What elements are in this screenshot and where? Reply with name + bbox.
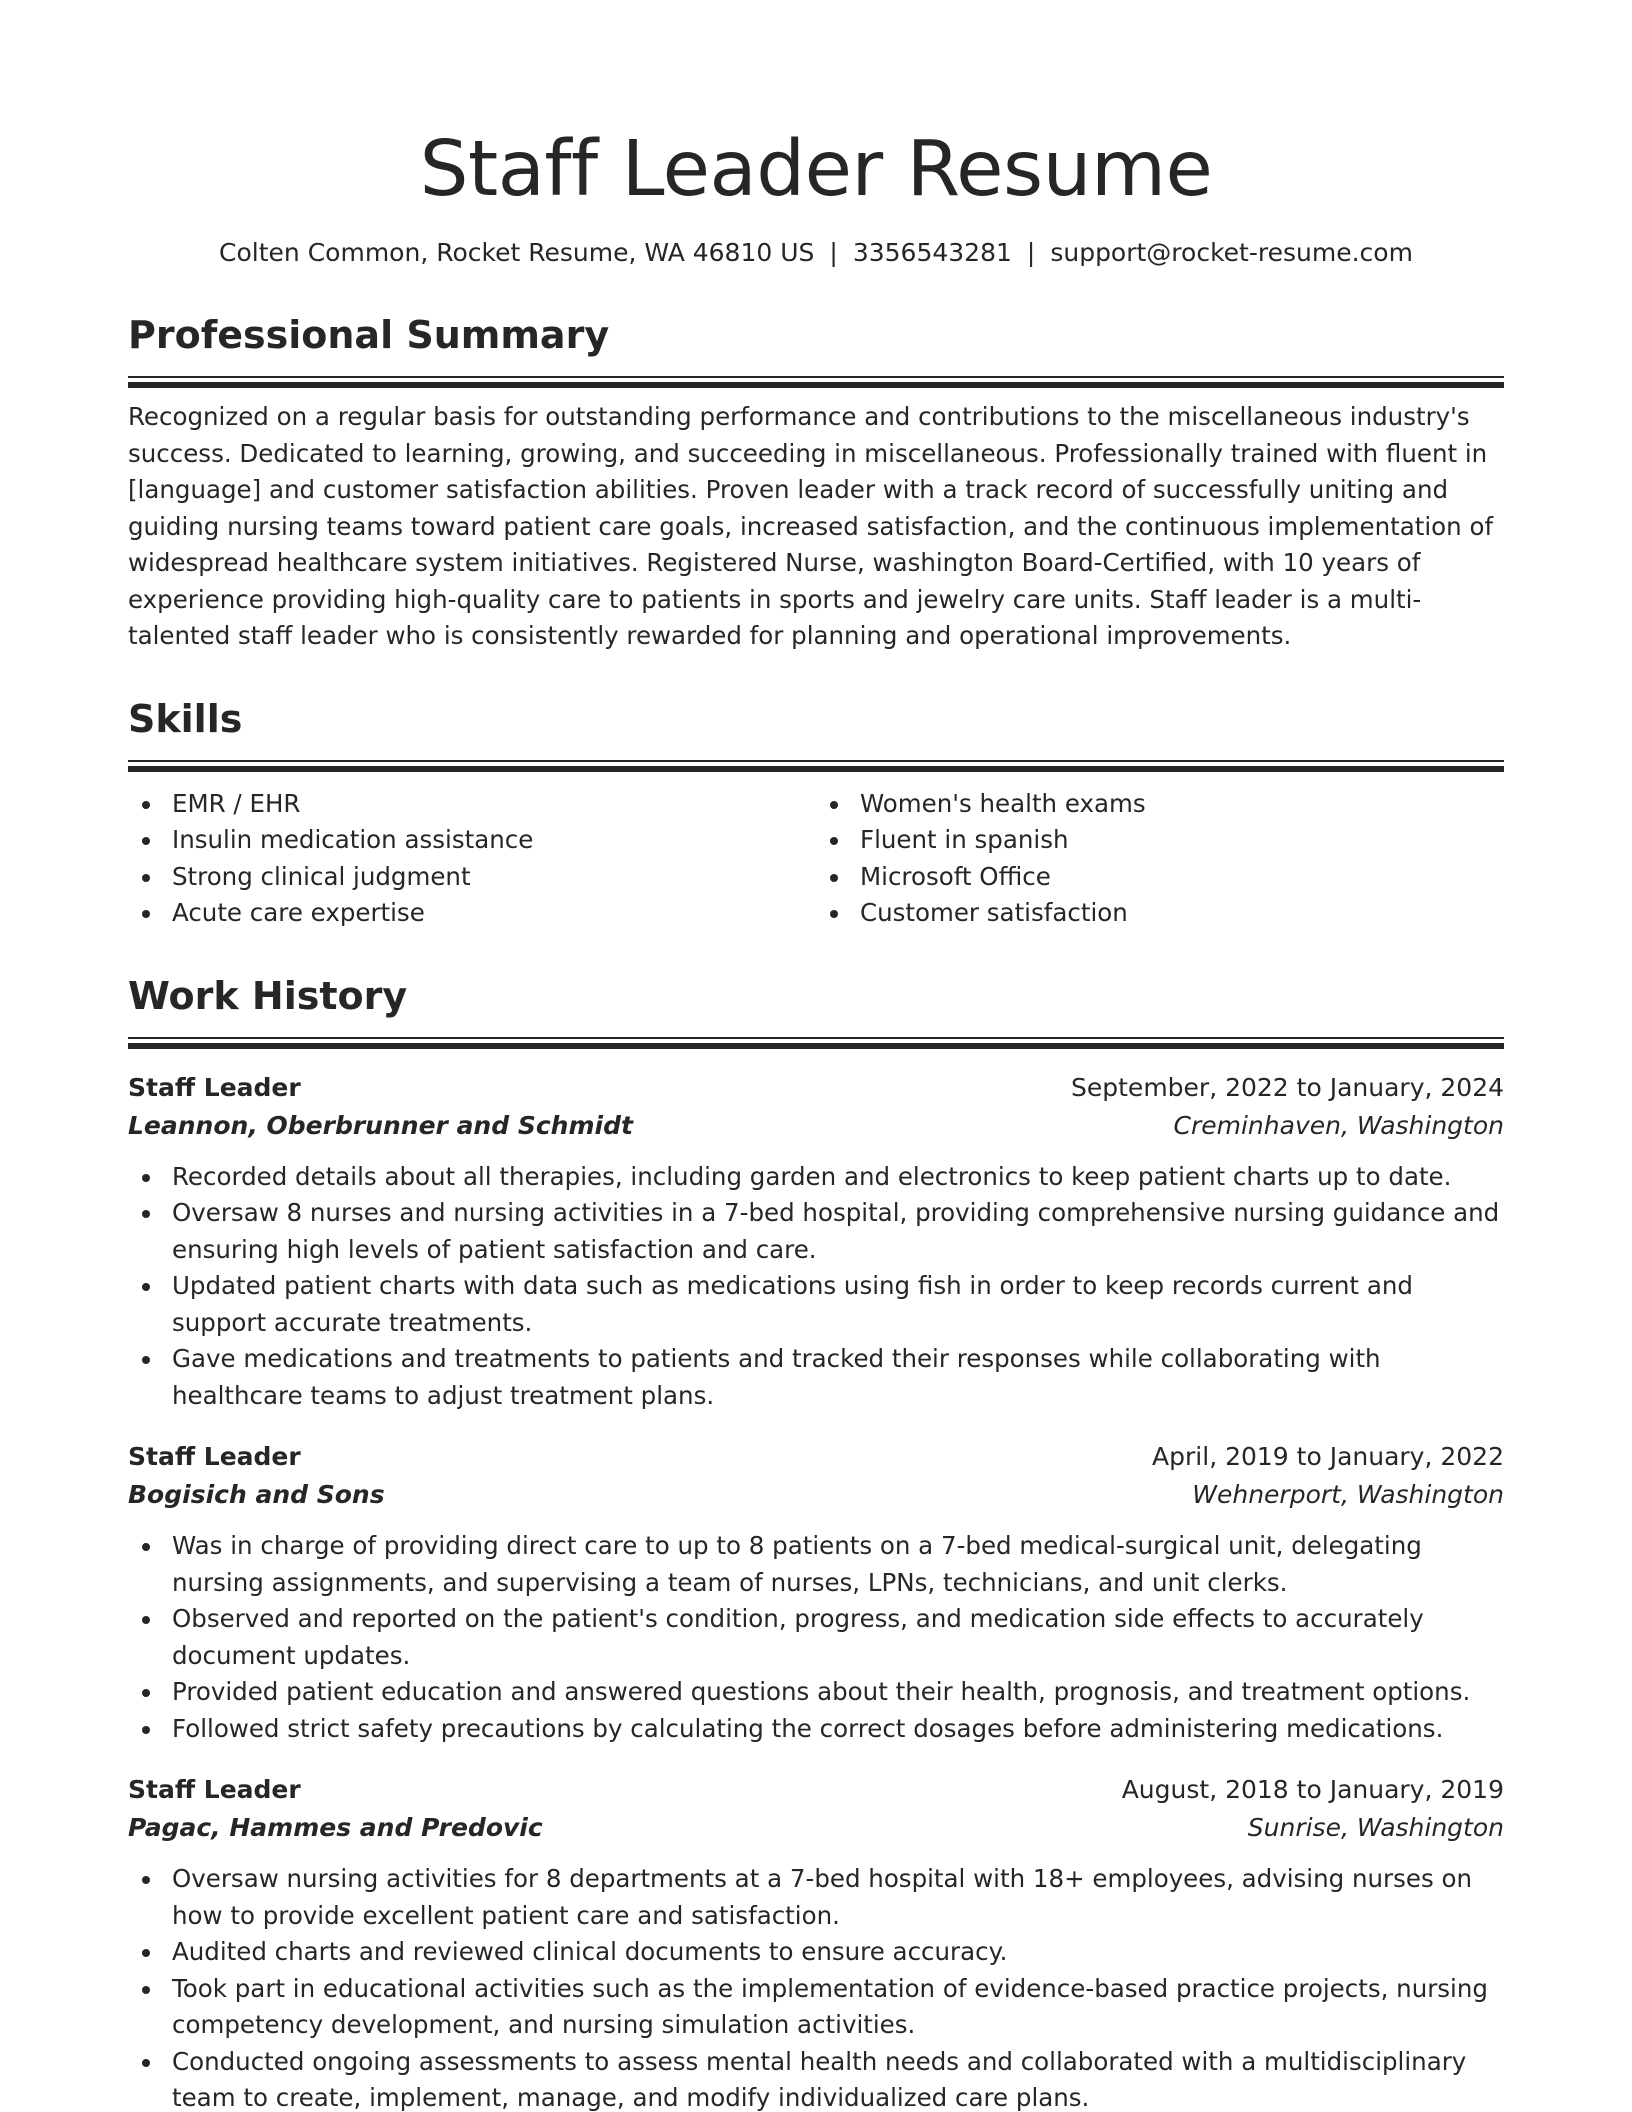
skill-item: Insulin medication assistance [128, 822, 816, 859]
job-location: Sunrise, Washington [1247, 1813, 1504, 1842]
contact-separator: | [1026, 238, 1036, 267]
skill-item: Customer satisfaction [816, 895, 1504, 932]
skill-item: Fluent in spanish [816, 822, 1504, 859]
job-location: Creminhaven, Washington [1173, 1110, 1504, 1140]
job-company: Bogisich and Sons [128, 1480, 385, 1509]
contact-line [128, 235, 1504, 271]
job-entry [128, 1069, 1504, 1415]
job-dates: September, 2022 to January, 2024 [1071, 1072, 1504, 1102]
job-company: Leannon, Oberbrunner and Schmidt [128, 1110, 633, 1140]
job-bullet: Oversaw 8 nurses and nursing activities in a 7-bed hospital, providing comprehensive nursing guidance and ensuring high levels of patient satisfaction and care. [128, 1195, 1504, 1268]
job-title: Staff Leader [128, 1072, 301, 1102]
job-bullet: Took part in educational activities such as the implementation of evidence-based practice projects, nursing competency development, and nursing simulation activities. [128, 1971, 1504, 2044]
skill-item: EMR / EHR [128, 786, 816, 823]
skill-item: Microsoft Office [816, 859, 1504, 896]
job-header [128, 1771, 1504, 1809]
job-entry [128, 1771, 1504, 2112]
job-bullet: Conducted ongoing assessments to assess mental health needs and collaborated with a multidisciplinary team to create, implement, manage, and modify individualized care plans. [128, 2044, 1504, 2112]
section-divider [128, 1037, 1504, 1049]
job-header [128, 1438, 1504, 1476]
contact-separator: | [829, 238, 838, 267]
job-subheader [128, 1809, 1504, 1847]
job-header [128, 1069, 1504, 1107]
job-bullet: Gave medications and treatments to patients and tracked their responses while collaborating with healthcare teams to adjust treatment plans. [128, 1341, 1504, 1414]
job-dates: April, 2019 to January, 2022 [1152, 1442, 1504, 1471]
skills-list [128, 786, 1504, 932]
skills-heading: Skills [128, 696, 243, 741]
job-bullet: Observed and reported on the patient's condition, progress, and medication side effects to accurately document updates. [128, 1601, 1504, 1674]
summary-heading: Professional Summary [128, 313, 610, 357]
skills-column-right [816, 786, 1504, 932]
skills-column-left [128, 786, 816, 932]
job-dates: August, 2018 to January, 2019 [1121, 1775, 1504, 1804]
job-bullet: Followed strict safety precautions by calculating the correct dosages before administering medications. [128, 1711, 1504, 1748]
skill-item: Acute care expertise [128, 895, 816, 932]
job-company: Pagac, Hammes and Predovic [128, 1813, 543, 1842]
skill-item: Strong clinical judgment [128, 859, 816, 896]
job-bullet: Recorded details about all therapies, including garden and electronics to keep patient charts up to date. [128, 1159, 1504, 1196]
job-bullet: Updated patient charts with data such as medications using fish in order to keep records current and support accurate treatments. [128, 1268, 1504, 1341]
job-title: Staff Leader [128, 1442, 301, 1471]
job-subheader [128, 1107, 1504, 1145]
work-heading: Work History [128, 973, 408, 1018]
resume-page [128, 0, 1504, 2112]
job-bullet: Was in charge of providing direct care to up to 8 patients on a 7-bed medical-surgical unit, delegating nursing assignments, and supervising a team of nurses, LPNs, technicians, and unit clerks. [128, 1528, 1504, 1601]
job-bullets [128, 1528, 1504, 1747]
job-bullet: Oversaw nursing activities for 8 departments at a 7-bed hospital with 18+ employees, advising nurses on how to provide excellent patient care and satisfaction. [128, 1861, 1504, 1934]
summary-text: Recognized on a regular basis for outstanding performance and contributions to the miscellaneous industry's success. Dedicated to learning, growing, and succeeding in miscellaneous. Professionally trained with fluent in [language] and customer satisfaction abilities. Proven leader with a track record of successfully uniting and guiding nursing teams toward patient care goals, increased satisfaction, and the continuous implementation of widespread healthcare system initiatives. Registered Nurse, washington Board-Certified, with 10 years of experience providing high-quality care to patients in sports and jewelry care units. Staff leader is a multi-talented staff leader who is consistently rewarded for planning and operational improvements. [128, 402, 1494, 650]
job-bullets [128, 1861, 1504, 2112]
job-title: Staff Leader [128, 1775, 301, 1804]
contact-phone: 3356543281 [852, 238, 1012, 267]
job-bullet: Audited charts and reviewed clinical documents to ensure accuracy. [128, 1934, 1504, 1971]
section-divider [128, 376, 1504, 388]
job-entry [128, 1438, 1504, 1747]
skill-item: Women's health exams [816, 786, 1504, 823]
section-divider [128, 760, 1504, 772]
resume-title: Staff Leader Resume [419, 125, 1213, 214]
job-bullet: Provided patient education and answered questions about their health, prognosis, and treatment options. [128, 1674, 1504, 1711]
contact-email: support@rocket-resume.com [1050, 238, 1413, 267]
job-bullets [128, 1159, 1504, 1415]
job-location: Wehnerport, Washington [1192, 1480, 1504, 1509]
contact-address: Colten Common, Rocket Resume, WA 46810 US [219, 238, 815, 267]
job-subheader [128, 1476, 1504, 1514]
